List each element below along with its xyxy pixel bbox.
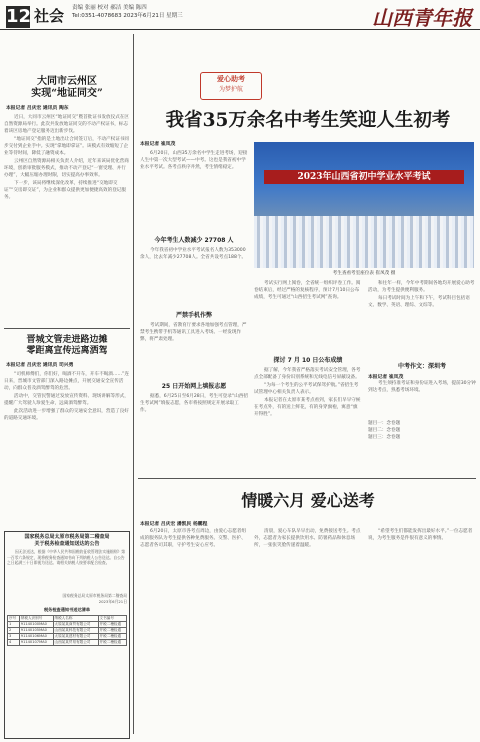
table-row: 1 91140100MA0 太原某某商贸有限公司 并税二稽检通: [8, 622, 127, 628]
main-body-6: 据了解，今年我省严格落实考试安全管理，各考点全部配备了身份识别系统和无线电信号屏蔽设备。 “为每一个考生的公平考试保驾护航。”省招生考试管理中心相关负责人表示。 本报记者在太原市某考点看到，家长们早早守候在考点外，有的送上鲜花，有的身穿旗袍，寓意“旗开得胜”。: [254, 368, 361, 417]
main-body-4: 据悉，6月25日至6月28日，考生可登录“山西招生考试网”填报志愿，各市将按照规定开展录取工作。: [140, 394, 248, 413]
main-byline: 本报记者 崔凤茂: [140, 142, 176, 147]
story2-body: “司机师傅们，你们好，喝酒不开车，开车不喝酒……”连日来，晋城市文管部门深入路边摊点，开展交通安全宣传活动，向群众普及酒驾醉驾的危害。 活动中，交管民警通过发放宣传资料、现场讲解等形式，提醒广大驾驶人珍爱生命，远离酒驾醉驾。 此次活动进一步增强了群众的交通安全意识，营造了良好的道路交通环境。: [4, 372, 130, 421]
subhead-results: 探讨 7 月 10 日公布成绩: [273, 357, 343, 364]
essay-topics: [368, 420, 476, 444]
notice-table: [7, 615, 127, 646]
main-body-8: 考生须持准考证和身份证进入考场，提前30分钟到达考点，熟悉考场环境。: [368, 381, 476, 393]
table-row: 3 91140106MA0 太原某某建材有限公司 并税二稽检通: [8, 634, 127, 640]
column-divider: [133, 34, 134, 734]
section-name: 社会: [34, 7, 65, 25]
photo-caption: 考生查看考室座位表 崔凤茂 摄: [332, 271, 396, 276]
subhead-volunteer: 25 日开始网上填报志愿: [161, 383, 227, 390]
date-line: Tel:0351-4078683 2023年6月21日 星期三: [72, 13, 183, 19]
bottom-col1: 6月20日，太原市各考点周边，由爱心志愿者组成的服务队为考生提供各种免费服务。交警、医护、志愿者各司其职，守护考生安心应考。: [140, 529, 247, 548]
story2-title: 晋城文管走进路边摊 零距离宣传远离洒驾: [26, 335, 108, 356]
main-body-2: 今年我省初中学业水平考试报名人数为353000余人，比去年减少27708人。全省共设考点188个。: [140, 248, 247, 260]
section-meta: [72, 4, 183, 20]
exam-photo: [254, 142, 474, 268]
list-item: 题目一：念卷题: [368, 421, 401, 426]
subhead-essay: 中考作文：深圳考: [397, 363, 446, 370]
bottom-body: [140, 528, 476, 734]
subhead-count: 今年考生人数减少 27708 人: [154, 237, 234, 244]
main-col3: [368, 280, 476, 475]
list-item: 题目三：念卷题: [368, 435, 401, 440]
bottom-headline: 情暖六月 爱心送考: [241, 491, 375, 510]
bottom-byline: 本报记者 吕庆宏 潘凯民 杨鹏程: [140, 522, 208, 527]
photo-banner: 2023年山西省初中学业水平考试: [264, 170, 464, 184]
topic-badge: 爱心助考 为梦护航: [200, 72, 262, 100]
subhead-phone-ban: 严禁手机作弊: [175, 312, 212, 319]
notice-footer: 国家税务总局太原市税务局第二稽查局 2023年6月21日: [62, 593, 127, 604]
table-header-row: 序号 纳税人识别号 纳税人名称 文书编号: [8, 616, 127, 622]
notice-table-title: 税务检查通知书送达清单: [43, 607, 91, 612]
notice-body: 因无法送达，根据《中华人民共和国税收征收管理法实施细则》第一百零六条规定，现将税务检查通知书向下列纳税人公告送达。自公告之日起满三十日即视为送达。请相关纳税人按要求配合检查。: [7, 549, 126, 565]
horizontal-divider: [138, 478, 476, 479]
main-col2: [254, 280, 362, 475]
story1-title: 大同市云州区 实现“地证同交”: [31, 76, 103, 99]
list-item: 题目二：念卷题: [368, 428, 401, 433]
photo-crowd: [254, 216, 474, 268]
editor-line: 责编 张丽 校对 郝洁 美编 陈四: [72, 5, 147, 11]
story1-body: 近日，大同市云州区“地证同交”暨首批证书发放仪式在区自然资源局举行。此次共发放地证同交的不动产权证书，标志着该区房地产登记服务迈出新步伐。 “地证同交”指的是土地出让合同签订后，不动产权证书同步交付到企业手中。实现“拿地即拿证”。该模式有效缩短了企业等待时间，降低了融资成本。 云州区自然资源局相关负责人介绍，近年来该局优化营商环境，创新审批服务模式，推动不动产登记“一窗受理、并行办理”，大幅压缩办理时限，切实提高办事效率。 下一步，该局将继续深化改革，持续推进“交地即交证”“交房即交证”，为企业和群众提供更加便捷高效的登记服务。: [4, 115, 130, 200]
story2-byline: 本报记者 吕庆宏 通讯员 司兴勇: [6, 363, 74, 368]
col3-byline: 本报记者 崔凤茂: [368, 375, 404, 380]
bottom-col3: “希望考生们都能发挥出最好水平。”一位志愿者说，为考生服务是件很有意义的事情。: [368, 529, 473, 541]
table-row: 2 91140105MA0 山西某某科技有限公司 并税二稽检通: [8, 628, 127, 634]
tax-notice: [4, 531, 130, 739]
main-body-5: 考试实行网上阅卷，全省统一组织评卷工作。阅卷结束后，经过严格的复核程序，预计7月10日公布成绩，考生可通过“山西招生考试网”查询。: [254, 281, 361, 300]
main-col1: [140, 140, 248, 470]
bottom-col2: 清晨，爱心车队早早出动，免费接送考生。考点外，志愿者为家长提供饮用水、防暑药品和休息场所，一张张笑脸传递着温暖。: [254, 529, 361, 548]
main-body-3: 考试期间，省教育厅要求各地加强考点管理，严禁考生携带手机等通讯工具进入考场。一经发现作弊，将严肃处理。: [140, 323, 247, 342]
divider: [4, 328, 130, 329]
newspaper-logo: 山西青年报: [372, 6, 472, 30]
left-column: [4, 34, 130, 734]
main-headline: 我省35万余名中考生笑迎人生初考: [165, 110, 451, 131]
page-number: 12: [6, 6, 32, 27]
main-body-1: 6月20日，山西35万余名中学生走进考场，迎接人生中第一次大型考试——中考。这也是我省初中学业水平考试。各考点秩序井然，考生情绪稳定。: [140, 151, 248, 170]
notice-title: 国家税务总局太原市税务局第二稽查局 关于税务检查通知送达的公告: [24, 534, 110, 547]
masthead: [0, 0, 480, 30]
table-row: 4 91140107MA0 山西某某贸易有限公司 并税二稽检通: [8, 640, 127, 646]
story1-byline: 本报记者 吕庆宏 通讯员 陶东: [6, 106, 69, 111]
main-body-7: 和往年一样，今年中考期间各地均开展爱心助考活动，为考生提供便利服务。 每日考试时间为上午和下午，考试科目包括语文、数学、英语、理综、文综等。: [368, 281, 475, 308]
